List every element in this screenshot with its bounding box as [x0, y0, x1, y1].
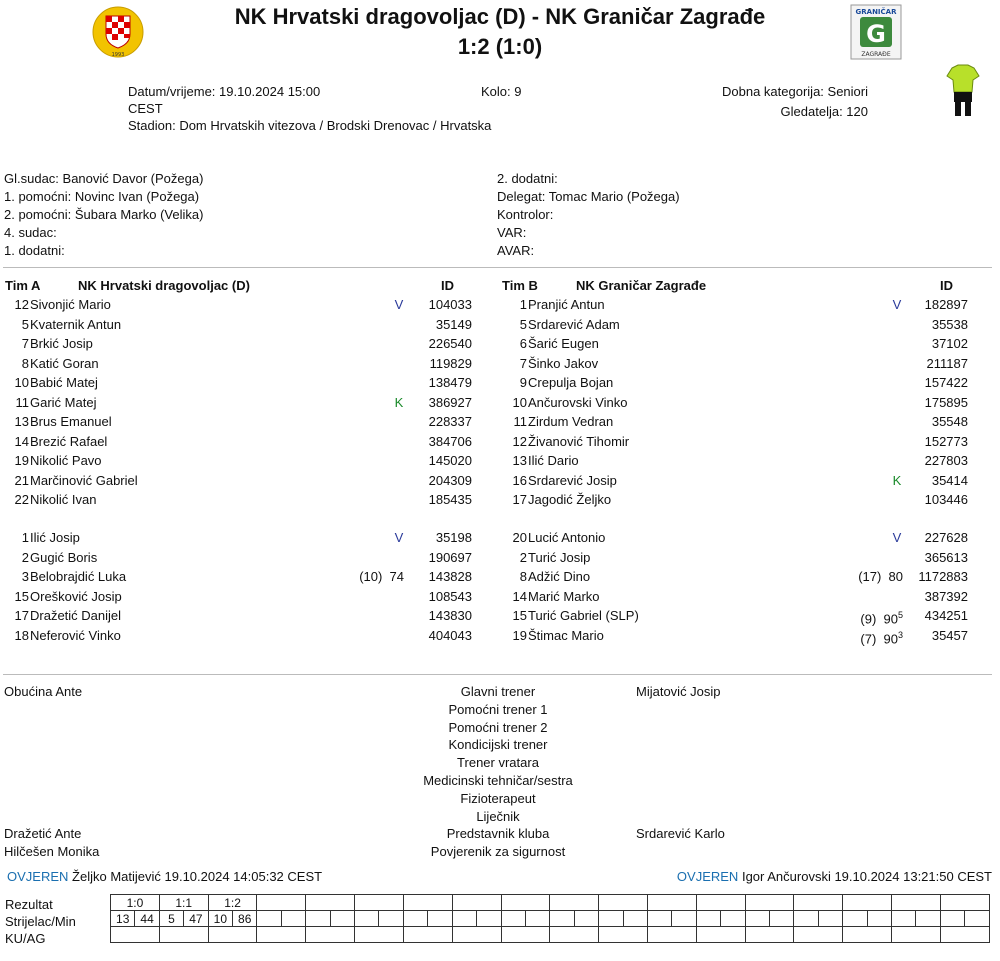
player-row: [0, 355, 1000, 372]
role-assistant-coach-2: Pomoćni trener 2: [448, 719, 548, 735]
results-score-cell: [892, 895, 941, 911]
substitution-text: (7) 90: [860, 630, 898, 646]
scorer-minute-cell: 47: [184, 911, 208, 927]
team-b-label: Tim B: [502, 278, 538, 293]
staff-a-head-coach: Obućina Ante: [4, 684, 83, 699]
scorer-number-cell: [257, 911, 281, 927]
player-name: Katić Goran: [30, 355, 99, 371]
results-row-cards: [111, 927, 990, 943]
official-assistant-1: 1. pomoćni: Novinc Ivan (Požega): [4, 189, 200, 204]
results-score-cell: [452, 895, 501, 911]
player-id: 387392: [924, 588, 968, 604]
player-number: 6: [519, 336, 527, 351]
results-score-cell: 1:0: [111, 895, 160, 911]
player-name: Nikolić Ivan: [30, 492, 97, 507]
player-id: 204309: [428, 472, 472, 488]
player-name: Šinko Jakov: [528, 355, 599, 371]
player-name: Ilić Dario: [528, 453, 579, 468]
player-number: 8: [21, 355, 29, 371]
results-score-cell: [696, 895, 745, 911]
role-doctor: Liječnik: [476, 808, 520, 824]
player-name: Orešković Josip: [30, 588, 122, 604]
player-name: Ilić Josip: [30, 530, 80, 545]
match-attendance: Gledatelja: 120: [780, 104, 868, 119]
scorer-number-cell: [892, 911, 916, 927]
player-name: Brezić Rafael: [30, 433, 108, 449]
player-name: Brkić Josip: [30, 336, 93, 351]
match-category: Dobna kategorija: Seniori: [722, 84, 868, 99]
role-security-officer: Povjerenik za sigurnost: [430, 844, 566, 860]
player-name: Jagodić Željko: [528, 492, 612, 507]
player-id: 384706: [428, 433, 472, 449]
player-row: [0, 491, 1000, 508]
player-row: [0, 472, 1000, 489]
role-goalkeeper-coach: Trener vratara: [457, 755, 539, 771]
player-number: 13: [512, 453, 527, 468]
results-score-cell: [355, 895, 404, 911]
away-logo-text-top: GRANIČAR: [855, 8, 897, 16]
scorer-minute-cell: [525, 911, 549, 927]
match-timezone: CEST: [128, 101, 163, 116]
player-number: 5: [21, 316, 29, 332]
player-id: 35457: [931, 627, 968, 643]
player-name: Lucić Antonio: [528, 530, 606, 545]
scorer-number-cell: 5: [159, 911, 183, 927]
player-id: 143830: [428, 608, 472, 623]
player-id: 386927: [428, 394, 472, 410]
scorer-minute-cell: [623, 911, 647, 927]
player-number: 11: [15, 394, 29, 410]
results-cards-cell: [745, 927, 794, 943]
staff-b-representative: Srdarević Karlo: [636, 826, 725, 841]
role-assistant-coach-1: Pomoćni trener 1: [448, 701, 548, 717]
scorer-number-cell: [306, 911, 330, 927]
player-name: Kvaternik Antun: [30, 316, 122, 332]
verification-a-label: OVJEREN: [7, 869, 69, 884]
substitution-text: (10) 74: [359, 569, 404, 584]
player-name: Štimac Mario: [528, 627, 604, 643]
player-number: 1: [519, 297, 527, 312]
player-row: [0, 529, 1000, 546]
results-cards-cell: [306, 927, 355, 943]
official-additional-1: 1. dodatni:: [4, 243, 65, 258]
player-id: 143828: [428, 569, 472, 584]
player-number: 17: [512, 492, 527, 507]
results-score-cell: 1:1: [159, 895, 208, 911]
goalkeeper-mark: V: [394, 297, 404, 312]
player-row: [0, 452, 1000, 469]
scorer-minute-cell: 44: [135, 911, 159, 927]
scorer-minute-cell: [965, 911, 990, 927]
jersey-icon: [946, 64, 980, 118]
player-name: Živanović Tihomir: [528, 433, 630, 449]
scorer-number-cell: [355, 911, 379, 927]
player-id: 1172883: [918, 569, 968, 584]
player-number: 15: [14, 588, 29, 604]
results-score-cell: [794, 895, 843, 911]
results-row-score: [111, 895, 990, 911]
player-number: 7: [21, 336, 29, 351]
results-row-scorer: [111, 911, 990, 927]
team-b-id-header: ID: [940, 278, 953, 293]
player-row: [0, 549, 1000, 566]
verification-a-text: Željko Matijević 19.10.2024 14:05:32 CEST: [72, 869, 323, 884]
results-cards-cell: [696, 927, 745, 943]
player-name: Marić Marko: [528, 588, 600, 604]
officials-left: [4, 170, 203, 259]
player-number: 14: [512, 588, 527, 604]
player-id: 404043: [428, 627, 472, 643]
player-number: 10: [14, 375, 29, 390]
player-id: 119829: [429, 355, 472, 371]
official-var: VAR:: [497, 225, 527, 240]
results-score-cell: [843, 895, 892, 911]
player-name: Turić Gabriel (SLP): [528, 608, 639, 623]
player-id: 226540: [428, 336, 472, 351]
player-id: 35414: [931, 472, 968, 488]
player-number: 2: [21, 549, 29, 565]
player-number: 9: [519, 375, 527, 390]
results-cards-cell: [843, 927, 892, 943]
scorer-number-cell: 10: [208, 911, 232, 927]
results-cards-cell: [111, 927, 160, 943]
substitution-info: [860, 607, 903, 627]
player-number: 19: [512, 627, 527, 643]
goalkeeper-mark: V: [394, 530, 404, 545]
staff-b-head-coach: Mijatović Josip: [636, 684, 721, 699]
results-cards-cell: [355, 927, 404, 943]
staff-a-security: Hilčešen Monika: [4, 844, 100, 859]
results-table: [110, 894, 990, 943]
results-cards-cell: [794, 927, 843, 943]
staff-roles: [380, 683, 616, 861]
role-club-representative: Predstavnik kluba: [446, 826, 550, 842]
player-name: Sivonjić Mario: [30, 297, 111, 312]
player-id: 227803: [924, 453, 968, 468]
scorer-number-cell: [452, 911, 476, 927]
results-cards-cell: [892, 927, 941, 943]
substitution-text: (9) 90: [860, 611, 898, 627]
results-score-cell: [647, 895, 696, 911]
results-cards-cell: [550, 927, 599, 943]
verification-a: [7, 868, 322, 885]
player-number: 10: [512, 394, 527, 410]
results-label-score: Rezultat: [5, 897, 53, 912]
away-logo-text-bottom: ZAGRAĐE: [861, 51, 891, 58]
player-id: 182897: [924, 297, 968, 312]
results-cards-cell: [501, 927, 550, 943]
player-id: 138479: [428, 375, 472, 390]
player-number: 3: [21, 569, 29, 584]
captain-mark: K: [892, 472, 902, 488]
scorer-number-cell: [696, 911, 720, 927]
player-name: Brus Emanuel: [30, 414, 112, 429]
official-avar: AVAR:: [497, 243, 535, 258]
player-name: Nikolić Pavo: [30, 453, 102, 468]
match-datetime: Datum/vrijeme: 19.10.2024 15:00: [128, 84, 321, 99]
results-cards-cell: [403, 927, 452, 943]
player-name: Dražetić Danijel: [30, 608, 122, 623]
goalkeeper-mark: V: [892, 530, 902, 545]
player-name: Zirdum Vedran: [528, 414, 614, 429]
player-id: 35149: [435, 316, 472, 332]
player-row: [0, 607, 1000, 627]
player-number: 16: [512, 472, 527, 488]
player-number: 19: [14, 453, 29, 468]
player-number: 15: [512, 608, 527, 623]
official-delegate: Delegat: Tomac Mario (Požega): [497, 189, 680, 204]
results-score-cell: [501, 895, 550, 911]
scorer-number-cell: [940, 911, 964, 927]
home-logo-year: 1993: [111, 52, 125, 58]
player-row: [0, 588, 1000, 605]
player-id: 145020: [428, 453, 472, 468]
player-name: Pranjić Antun: [528, 297, 605, 312]
player-number: 5: [519, 316, 527, 332]
results-score-cell: [745, 895, 794, 911]
team-a-id-header: ID: [441, 278, 454, 293]
player-number: 8: [519, 569, 527, 584]
player-name: Babić Matej: [30, 375, 98, 390]
results-score-cell: 1:2: [208, 895, 257, 911]
player-name: Belobrajdić Luka: [30, 569, 127, 584]
player-id: 103446: [924, 492, 968, 507]
officials-right: [497, 170, 680, 259]
player-id: 35548: [931, 414, 968, 429]
scorer-number-cell: [794, 911, 818, 927]
player-name: Srdarević Adam: [528, 316, 620, 332]
player-id: 104033: [428, 297, 472, 312]
scorer-minute-cell: 86: [233, 911, 257, 927]
substitution-text: (17) 80: [858, 569, 903, 584]
scorer-minute-cell: [916, 911, 940, 927]
official-additional-2: 2. dodatni:: [497, 171, 558, 186]
staff-a-representative: Dražetić Ante: [4, 826, 82, 841]
player-id: 190697: [428, 549, 472, 565]
player-row: [0, 568, 1000, 585]
player-id: 227628: [924, 530, 968, 545]
captain-mark: K: [394, 394, 404, 410]
player-name: Šarić Eugen: [528, 336, 599, 351]
role-fitness-coach: Kondicijski trener: [448, 737, 548, 753]
match-stadium: Stadion: Dom Hrvatskih vitezova / Brodski Drenovac / Hrvatska: [128, 118, 492, 133]
player-row: [0, 433, 1000, 450]
scorer-minute-cell: [428, 911, 452, 927]
player-number: 20: [512, 530, 527, 545]
scorer-number-cell: [647, 911, 671, 927]
verification-b-text: Igor Ančurovski 19.10.2024 13:21:50 CEST: [741, 869, 992, 884]
substitution-info: [858, 568, 903, 585]
official-controller: Kontrolor:: [497, 207, 554, 222]
player-id: 185435: [428, 492, 472, 507]
player-number: 21: [14, 472, 29, 488]
player-number: 14: [14, 433, 29, 449]
player-id: 35538: [931, 316, 968, 332]
results-labels: [5, 896, 76, 947]
scorer-number-cell: [501, 911, 525, 927]
player-number: 17: [14, 608, 29, 623]
player-number: 18: [14, 627, 29, 643]
scorer-minute-cell: [379, 911, 403, 927]
results-cards-cell: [599, 927, 648, 943]
player-id: 228337: [428, 414, 472, 429]
player-id: 157422: [924, 375, 968, 390]
player-row: [0, 413, 1000, 430]
player-id: 365613: [924, 549, 968, 565]
official-assistant-2: 2. pomoćni: Šubara Marko (Velika): [4, 207, 204, 222]
substitution-added-time: 3: [897, 629, 903, 640]
verification-b-label: OVJEREN: [676, 869, 739, 884]
results-score-cell: [257, 895, 306, 911]
goalkeeper-mark: V: [892, 297, 902, 312]
player-id: 35198: [435, 530, 472, 545]
results-cards-cell: [647, 927, 696, 943]
divider-staff: [3, 674, 992, 675]
player-name: Ančurovski Vinko: [528, 394, 628, 410]
role-physiotherapist: Fizioterapeut: [460, 790, 536, 806]
player-number: 1: [21, 530, 29, 545]
scorer-minute-cell: [477, 911, 501, 927]
player-id: 211187: [926, 355, 968, 371]
results-score-cell: [940, 895, 989, 911]
scorer-minute-cell: [574, 911, 598, 927]
player-number: 7: [519, 355, 527, 371]
results-label-scorer: Strijelac/Min: [5, 914, 76, 929]
scorer-number-cell: 13: [111, 911, 135, 927]
player-name: Crepulja Bojan: [528, 375, 614, 390]
scorer-number-cell: [550, 911, 574, 927]
results-score-cell: [306, 895, 355, 911]
player-name: Gugić Boris: [30, 549, 98, 565]
player-number: 12: [14, 297, 29, 312]
player-number: 22: [14, 492, 29, 507]
results-label-cards: KU/AG: [5, 931, 46, 946]
official-main-referee: Gl.sudac: Banović Davor (Požega): [4, 171, 204, 186]
results-score-cell: [550, 895, 599, 911]
player-name: Neferović Vinko: [30, 627, 121, 643]
player-id: 37102: [931, 336, 968, 351]
results-cards-cell: [257, 927, 306, 943]
match-score: 1:2 (1:0): [457, 34, 543, 59]
player-row: [0, 374, 1000, 391]
player-id: 152773: [924, 433, 968, 449]
results-cards-cell: [208, 927, 257, 943]
player-row: [0, 316, 1000, 333]
away-logo-letter: G: [866, 20, 886, 48]
official-fourth: 4. sudac:: [4, 225, 57, 240]
player-number: 2: [519, 549, 527, 565]
results-cards-cell: [940, 927, 989, 943]
player-number: 13: [14, 414, 29, 429]
player-row: [0, 296, 1000, 313]
results-score-cell: [599, 895, 648, 911]
scorer-minute-cell: [281, 911, 305, 927]
role-head-coach: Glavni trener: [460, 684, 536, 699]
scorer-number-cell: [403, 911, 427, 927]
substitution-info: [860, 627, 903, 647]
player-name: Adžić Dino: [528, 569, 591, 584]
substitution-added-time: 5: [897, 610, 903, 620]
scorer-number-cell: [843, 911, 867, 927]
scorer-minute-cell: [867, 911, 891, 927]
player-number: 11: [513, 414, 527, 429]
verification-b: [677, 868, 992, 885]
scorer-minute-cell: [721, 911, 745, 927]
team-a-name: NK Hrvatski dragovoljac (D): [78, 278, 250, 293]
player-id: 175895: [924, 394, 968, 410]
player-id: 108543: [428, 588, 472, 604]
results-score-cell: [403, 895, 452, 911]
role-medical-technician: Medicinski tehničar/sestra: [423, 772, 573, 788]
match-title: NK Hrvatski dragovoljac (D) - NK Graničar Zagrađe: [234, 4, 766, 29]
scorer-minute-cell: [330, 911, 354, 927]
player-row: [0, 394, 1000, 411]
team-a-label: Tim A: [5, 278, 41, 293]
player-name: Srdarević Josip: [528, 472, 617, 488]
scorer-minute-cell: [818, 911, 842, 927]
team-b-name: NK Graničar Zagrađe: [576, 278, 707, 293]
scorer-minute-cell: [769, 911, 793, 927]
player-name: Garić Matej: [30, 394, 97, 410]
results-cards-cell: [452, 927, 501, 943]
scorer-number-cell: [745, 911, 769, 927]
player-row: [0, 627, 1000, 644]
results-cards-cell: [159, 927, 208, 943]
player-name: Turić Josip: [528, 549, 591, 565]
divider-top: [3, 267, 992, 268]
player-row: [0, 335, 1000, 352]
scorer-minute-cell: [672, 911, 696, 927]
scorer-number-cell: [599, 911, 623, 927]
match-round: Kolo: 9: [481, 84, 522, 99]
player-id: 434251: [924, 608, 968, 623]
player-name: Marčinović Gabriel: [30, 472, 138, 488]
player-number: 12: [512, 433, 527, 449]
